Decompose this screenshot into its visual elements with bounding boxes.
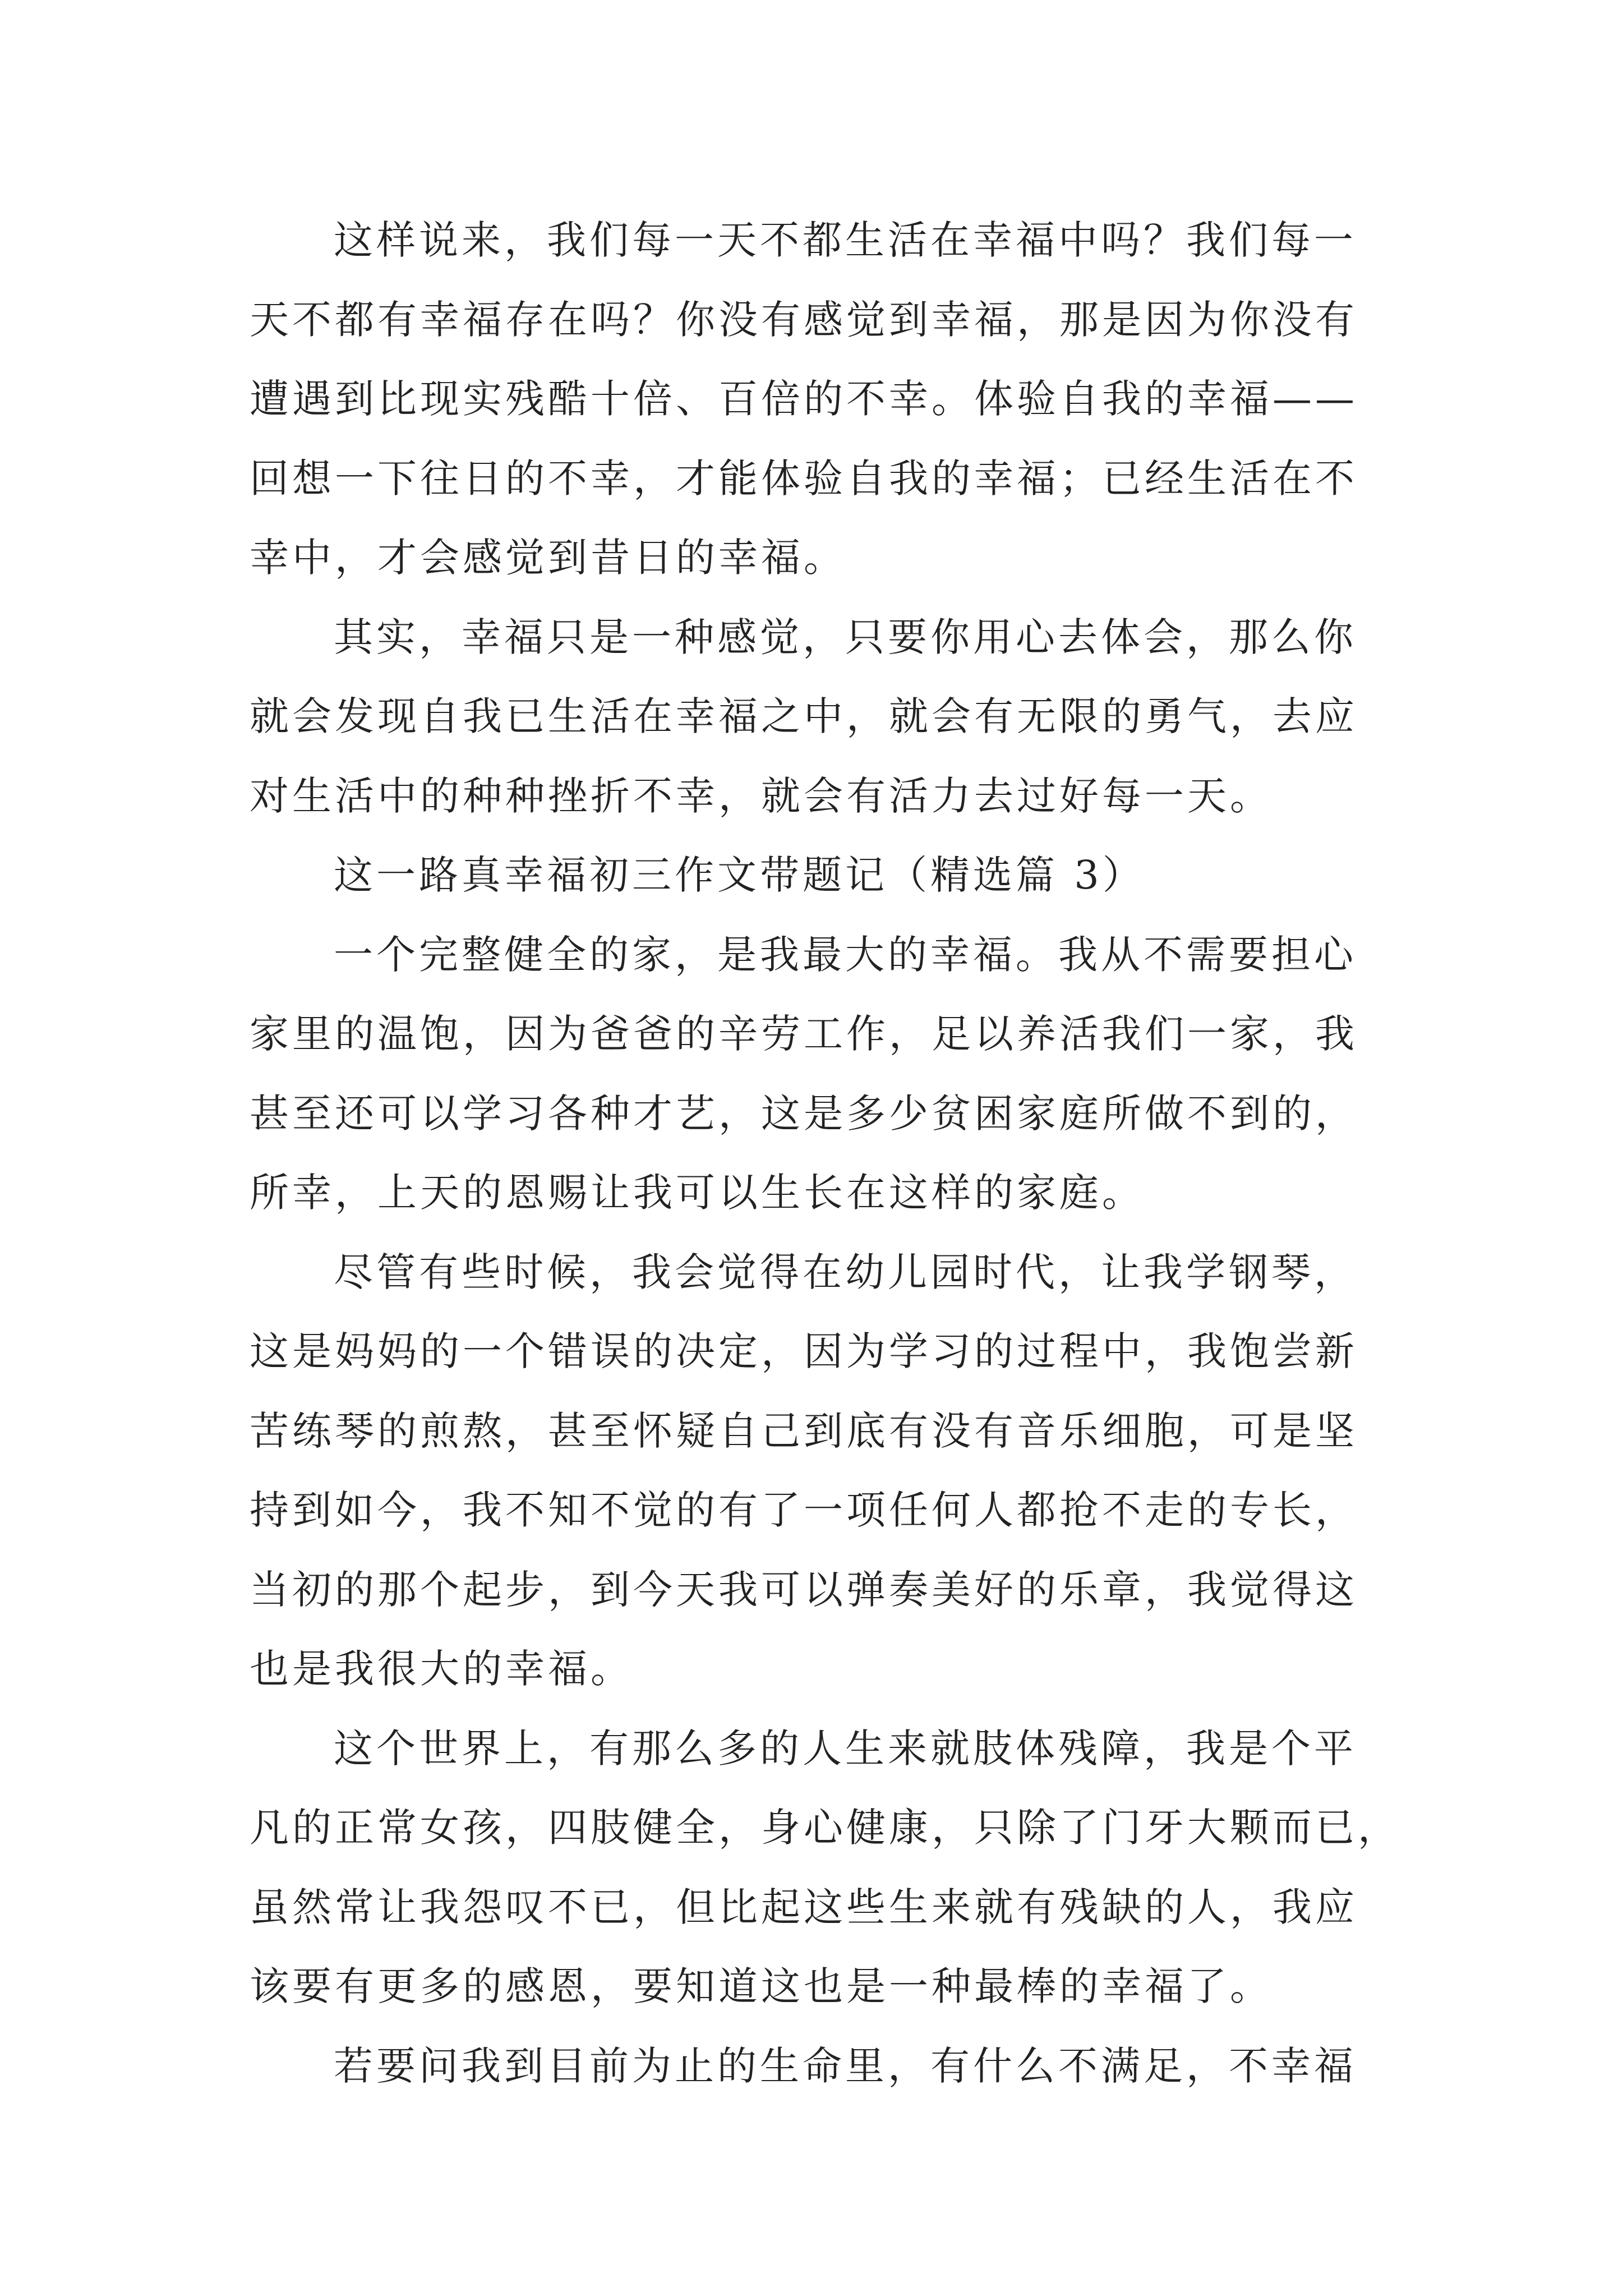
text-line: 该要有更多的感恩，要知道这也是一种最棒的幸福了。 <box>250 1963 1272 2009</box>
text-line: 其实，幸福只是一种感觉，只要你用心去体会，那么你 <box>334 614 1357 660</box>
text-line: 也是我很大的幸福。 <box>250 1646 633 1692</box>
text-line: 持到如今，我不知不觉的有了一项任何人都抢不走的专长， <box>250 1487 1358 1533</box>
text-line: 遭遇到比现实残酷十倍、百倍的不幸。体验自我的幸福—— <box>250 376 1358 422</box>
text-line: 所幸，上天的恩赐让我可以生长在这样的家庭。 <box>250 1170 1145 1216</box>
text-line: 这是妈妈的一个错误的决定，因为学习的过程中，我饱尝新 <box>250 1328 1358 1374</box>
text-line: 这样说来，我们每一天不都生活在幸福中吗？我们每一 <box>334 217 1357 263</box>
text-line: 甚至还可以学习各种才艺，这是多少贫困家庭所做不到的， <box>250 1090 1358 1137</box>
text-line: 这个世界上，有那么多的人生来就肢体残障，我是个平 <box>334 1725 1357 1772</box>
body-text <box>250 201 1400 2106</box>
text-line: 虽然常让我怨叹不已，但比起这些生来就有残缺的人，我应 <box>250 1884 1358 1930</box>
text-line: 回想一下往日的不幸，才能体验自我的幸福；已经生活在不 <box>250 455 1358 501</box>
section-heading: 这一路真幸福初三作文带题记（精选篇 3） <box>334 852 1145 898</box>
text-line: 尽管有些时候，我会觉得在幼儿园时代，让我学钢琴， <box>334 1249 1357 1295</box>
text-line: 苦练琴的煎熬，甚至怀疑自己到底有没有音乐细胞，可是坚 <box>250 1407 1358 1454</box>
text-line: 天不都有幸福存在吗？你没有感觉到幸福，那是因为你没有 <box>250 296 1358 343</box>
text-line: 当初的那个起步，到今天我可以弹奏美好的乐章，我觉得这 <box>250 1566 1358 1613</box>
text-line: 幸中，才会感觉到昔日的幸福。 <box>250 535 846 581</box>
text-line: 家里的温饱，因为爸爸的辛劳工作，足以养活我们一家，我 <box>250 1011 1358 1057</box>
text-line: 就会发现自我已生活在幸福之中，就会有无限的勇气，去应 <box>250 693 1358 739</box>
text-line: 一个完整健全的家，是我最大的幸福。我从不需要担心 <box>334 931 1357 978</box>
text-line: 凡的正常女孩，四肢健全，身心健康，只除了门牙大颗而已， <box>250 1805 1400 1851</box>
text-line: 对生活中的种种挫折不幸，就会有活力去过好每一天。 <box>250 772 1272 819</box>
text-line: 若要问我到目前为止的生命里，有什么不满足，不幸福 <box>334 2042 1357 2089</box>
